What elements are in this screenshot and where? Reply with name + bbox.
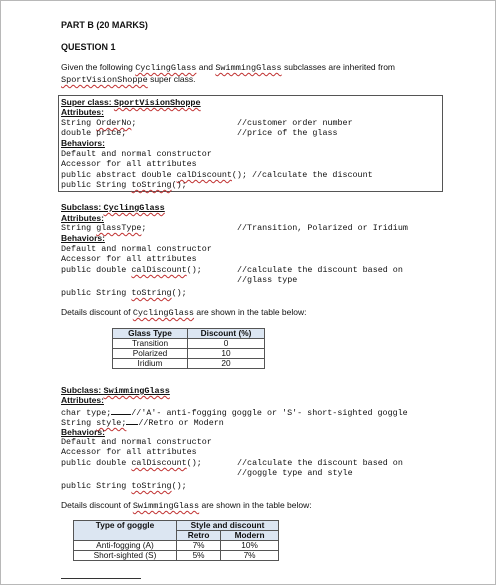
- table-header-cell: Modern: [221, 531, 279, 541]
- table-cell: 10%: [221, 541, 279, 551]
- table-header-row: [74, 521, 279, 531]
- cycling-beh-caldiscount-comment-1: //calculate the discount based on: [237, 265, 403, 275]
- table-cell: Polarized: [113, 349, 188, 359]
- swimming-behaviors-label: Behaviors:: [61, 427, 105, 437]
- swimming-attr-type: char type; //'A'- anti-fogging goggle or 'S'- short-sighted goggle: [61, 408, 408, 418]
- cycling-beh-caldiscount: public double calDiscount();: [61, 265, 202, 275]
- table-cell: Anti-fogging (A): [74, 541, 177, 551]
- cycling-attributes-label: Attributes:: [61, 213, 104, 223]
- superclass-attr-price-comment: //price of the glass: [237, 128, 338, 138]
- cycling-beh-caldiscount-comment-2: //glass type: [237, 275, 298, 285]
- superclass-attributes-label: Attributes:: [61, 107, 104, 117]
- swimming-discount-table: [73, 520, 279, 561]
- class-name-cyclingglass: CyclingGlass: [135, 63, 197, 73]
- swimming-beh-accessor: Accessor for all attributes: [61, 447, 197, 457]
- table-cell: 7%: [221, 551, 279, 561]
- superclass-attr-orderno-comment: //customer order number: [237, 118, 353, 128]
- table-cell: Short-sighted (S): [74, 551, 177, 561]
- cycling-attr-glasstype: String glassType;: [61, 223, 147, 233]
- table-cell: 10: [188, 349, 265, 359]
- table-cell: 5%: [177, 551, 221, 561]
- table-cell: Iridium: [113, 359, 188, 369]
- table-cell: 7%: [177, 541, 221, 551]
- superclass-behaviors-label: Behaviors:: [61, 138, 105, 148]
- superclass-beh-tostring: public String toString();: [61, 180, 187, 190]
- table-row: [113, 339, 265, 349]
- cycling-behaviors-label: Behaviors:: [61, 233, 105, 243]
- superclass-attr-orderno: String OrderNo;: [61, 118, 137, 128]
- swimming-title: Subclass: SwimmingGlass: [61, 385, 170, 396]
- swimming-attributes-label: Attributes:: [61, 395, 104, 405]
- cycling-details-text: Details discount of CyclingGlass are shown in the table below:: [61, 307, 307, 318]
- question-heading: QUESTION 1: [61, 42, 116, 52]
- table-row: [113, 359, 265, 369]
- superclass-beh-constructor: Default and normal constructor: [61, 149, 212, 159]
- table-row: [74, 551, 279, 561]
- swimming-attr-style: String style; //Retro or Modern: [61, 418, 224, 428]
- table-row: [113, 349, 265, 359]
- swimming-details-text: Details discount of SwimmingGlass are shown in the table below:: [61, 500, 312, 511]
- cycling-beh-accessor: Accessor for all attributes: [61, 254, 197, 264]
- cycling-title: Subclass: CyclingGlass: [61, 202, 165, 213]
- superclass-beh-caldiscount: public abstract double calDiscount(); //calculate the discount: [61, 170, 373, 180]
- table-header-row: [113, 329, 265, 339]
- table-header-cell: Style and discount: [177, 521, 279, 531]
- superclass-attr-price: double price;: [61, 128, 127, 138]
- intro-line-2: SportVisionShoppe super class.: [61, 74, 196, 85]
- table-cell: Transition: [113, 339, 188, 349]
- swimming-beh-caldiscount-comment-2: //goggle type and style: [237, 468, 353, 478]
- table-header-cell: Glass Type: [113, 329, 188, 339]
- part-heading: PART B (20 MARKS): [61, 20, 148, 30]
- table-header-cell: Type of goggle: [74, 521, 177, 541]
- cycling-beh-tostring: public String toString();: [61, 288, 187, 298]
- table-header-cell: Retro: [177, 531, 221, 541]
- cycling-attr-glasstype-comment: //Transition, Polarized or Iridium: [237, 223, 408, 233]
- class-name-sportvisionshoppe: SportVisionShoppe: [61, 75, 148, 85]
- footnote-divider: [61, 578, 141, 579]
- table-cell: 0: [188, 339, 265, 349]
- superclass-beh-accessor: Accessor for all attributes: [61, 159, 197, 169]
- cycling-discount-table: [112, 328, 265, 369]
- swimming-beh-caldiscount-comment-1: //calculate the discount based on: [237, 458, 403, 468]
- table-cell: 20: [188, 359, 265, 369]
- swimming-beh-constructor: Default and normal constructor: [61, 437, 212, 447]
- cycling-beh-constructor: Default and normal constructor: [61, 244, 212, 254]
- swimming-beh-tostring: public String toString();: [61, 481, 187, 491]
- superclass-title: Super class: SportVisionShoppe: [61, 97, 201, 108]
- intro-line-1: Given the following CyclingGlass and SwimmingGlass subclasses are inherited from: [61, 62, 396, 73]
- table-header-cell: Discount (%): [188, 329, 265, 339]
- swimming-beh-caldiscount: public double calDiscount();: [61, 458, 202, 468]
- class-name-swimmingglass: SwimmingGlass: [215, 63, 282, 73]
- table-row: [74, 541, 279, 551]
